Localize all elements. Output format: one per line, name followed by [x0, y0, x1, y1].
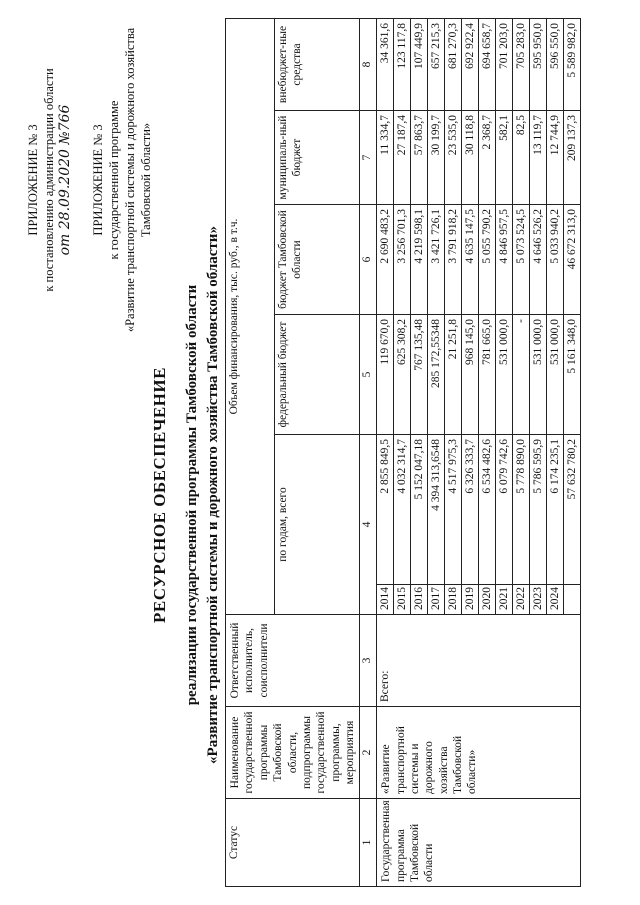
- municipal-cell: 582,1: [496, 111, 513, 205]
- federal-cell: 21 251,8: [445, 315, 462, 435]
- header-federal: федеральный бюджет: [275, 315, 360, 435]
- program-appendix-title: ПРИЛОЖЕНИЕ № 3: [91, 124, 105, 236]
- column-number-row: [360, 18, 377, 886]
- title-line-1: РЕСУРСНОЕ ОБЕСПЕЧЕНИЕ: [150, 367, 169, 623]
- extra-cell: 705 283,0: [513, 18, 530, 110]
- resolution-ref: к постановлению администрации области: [42, 68, 56, 292]
- regional-cell: 4 635 147,5: [462, 205, 479, 315]
- total-cell: 57 632 780,2: [564, 435, 581, 585]
- federal-cell: -: [513, 315, 530, 435]
- total-cell: 4 517 975,3: [445, 435, 462, 585]
- total-cell: 5 786 595,9: [530, 435, 547, 585]
- regional-cell: 5 073 524,5: [513, 205, 530, 315]
- header-regional: бюджет Тамбовской области: [275, 205, 360, 315]
- appendix-header: [25, 15, 75, 345]
- status-cell: Государственная программа Тамбовской области: [377, 799, 581, 887]
- municipal-cell: 13 119,7: [530, 111, 547, 205]
- municipal-cell: 27 187,4: [394, 111, 411, 205]
- regional-cell: 3 421 726,1: [428, 205, 445, 315]
- header-volume: Объем финансирования, тыс. руб., в т.ч.: [226, 18, 275, 614]
- extra-cell: 596 550,0: [547, 18, 564, 110]
- regional-cell: 2 690 483,2: [377, 205, 394, 315]
- colnum-1: 1: [360, 799, 377, 887]
- federal-cell: 285 172,55348: [428, 315, 445, 435]
- municipal-cell: 11 334,7: [377, 111, 394, 205]
- title-line-3: «Развитие транспортной системы и дорожного хозяйства Тамбовской области»: [205, 226, 221, 764]
- document-title: [150, 145, 222, 845]
- responsible-cell: Всего:: [377, 615, 581, 707]
- regional-cell: 3 791 918,2: [445, 205, 462, 315]
- handwritten-date-number: от 28.09.2020 №766: [57, 104, 73, 256]
- year-cell: 2019: [462, 585, 479, 615]
- regional-cell: 46 672 313,0: [564, 205, 581, 315]
- header-responsible: Ответственный исполнитель, соисполнители: [226, 615, 360, 707]
- title-line-2: реализации государственной программы Тамбовской области: [184, 284, 200, 706]
- federal-cell: 5 161 348,0: [564, 315, 581, 435]
- program-name-cell: «Развитие транспортной системы и дорожного хозяйства Тамбовской области»: [377, 707, 581, 799]
- year-cell: 2018: [445, 585, 462, 615]
- federal-cell: 531 000,0: [547, 315, 564, 435]
- total-cell: 4 032 314,7: [394, 435, 411, 585]
- federal-cell: 531 000,0: [496, 315, 513, 435]
- year-cell: 2014: [377, 585, 394, 615]
- total-cell: 4 394 313,6548: [428, 435, 445, 585]
- municipal-cell: 23 535,0: [445, 111, 462, 205]
- colnum-4: 4: [360, 435, 377, 615]
- header-name: Наименование государственной программы Тамбовской области, подпрограммы государственной программы, мероприятия: [226, 707, 360, 799]
- extra-cell: 5 589 982,0: [564, 18, 581, 110]
- colnum-3: 3: [360, 615, 377, 707]
- municipal-cell: 209 137,3: [564, 111, 581, 205]
- colnum-8: 8: [360, 18, 377, 110]
- total-cell: 6 174 235,1: [547, 435, 564, 585]
- federal-cell: 781 665,0: [479, 315, 496, 435]
- year-cell: 2021: [496, 585, 513, 615]
- year-cell: 2022: [513, 585, 530, 615]
- colnum-5: 5: [360, 315, 377, 435]
- year-cell: 2020: [479, 585, 496, 615]
- federal-cell: 531 000,0: [530, 315, 547, 435]
- federal-cell: 968 145,0: [462, 315, 479, 435]
- total-cell: 6 534 482,6: [479, 435, 496, 585]
- extra-cell: 681 270,3: [445, 18, 462, 110]
- total-cell: 5 778 890,0: [513, 435, 530, 585]
- program-appendix-header: [90, 15, 154, 345]
- federal-cell: 119 670,0: [377, 315, 394, 435]
- header-by-years: по годам, всего: [275, 435, 360, 615]
- extra-cell: 595 950,0: [530, 18, 547, 110]
- municipal-cell: 82,5: [513, 111, 530, 205]
- year-cell: 2016: [411, 585, 428, 615]
- extra-cell: 692 922,4: [462, 18, 479, 110]
- regional-cell: 4 219 598,1: [411, 205, 428, 315]
- program-ref-line-2: «Развитие транспортной системы и дорожного хозяйства: [123, 27, 137, 333]
- extra-cell: 107 449,9: [411, 18, 428, 110]
- resource-table: [225, 18, 581, 887]
- extra-cell: 701 203,0: [496, 18, 513, 110]
- extra-cell: 694 658,7: [479, 18, 496, 110]
- regional-cell: 4 646 526,2: [530, 205, 547, 315]
- year-cell: [564, 585, 581, 615]
- colnum-2: 2: [360, 707, 377, 799]
- municipal-cell: 57 863,7: [411, 111, 428, 205]
- extra-cell: 34 361,6: [377, 18, 394, 110]
- program-ref-line-1: к государственной программе: [107, 100, 121, 260]
- year-cell: 2015: [394, 585, 411, 615]
- municipal-cell: 2 368,7: [479, 111, 496, 205]
- regional-cell: 3 256 701,3: [394, 205, 411, 315]
- year-cell: 2024: [547, 585, 564, 615]
- total-cell: 5 152 047,18: [411, 435, 428, 585]
- appendix-title: ПРИЛОЖЕНИЕ № 3: [26, 124, 40, 236]
- program-ref-line-3: Тамбовской области»: [139, 122, 153, 238]
- header-municipal: муниципаль-ный бюджет: [275, 111, 360, 205]
- municipal-cell: 30 118,8: [462, 111, 479, 205]
- total-cell: 6 079 742,6: [496, 435, 513, 585]
- total-cell: 6 326 333,7: [462, 435, 479, 585]
- federal-cell: 625 308,2: [394, 315, 411, 435]
- header-extra: внебюджет-ные средства: [275, 18, 360, 110]
- regional-cell: 4 846 957,5: [496, 205, 513, 315]
- regional-cell: 5 055 790,2: [479, 205, 496, 315]
- table-row: [377, 18, 394, 886]
- extra-cell: 123 117,8: [394, 18, 411, 110]
- colnum-6: 6: [360, 205, 377, 315]
- extra-cell: 657 215,3: [428, 18, 445, 110]
- year-cell: 2023: [530, 585, 547, 615]
- regional-cell: 5 033 940,2: [547, 205, 564, 315]
- federal-cell: 767 135,48: [411, 315, 428, 435]
- municipal-cell: 12 744,9: [547, 111, 564, 205]
- municipal-cell: 30 199,7: [428, 111, 445, 205]
- header-status: Статус: [226, 799, 360, 887]
- colnum-7: 7: [360, 111, 377, 205]
- year-cell: 2017: [428, 585, 445, 615]
- total-cell: 2 855 849,5: [377, 435, 394, 585]
